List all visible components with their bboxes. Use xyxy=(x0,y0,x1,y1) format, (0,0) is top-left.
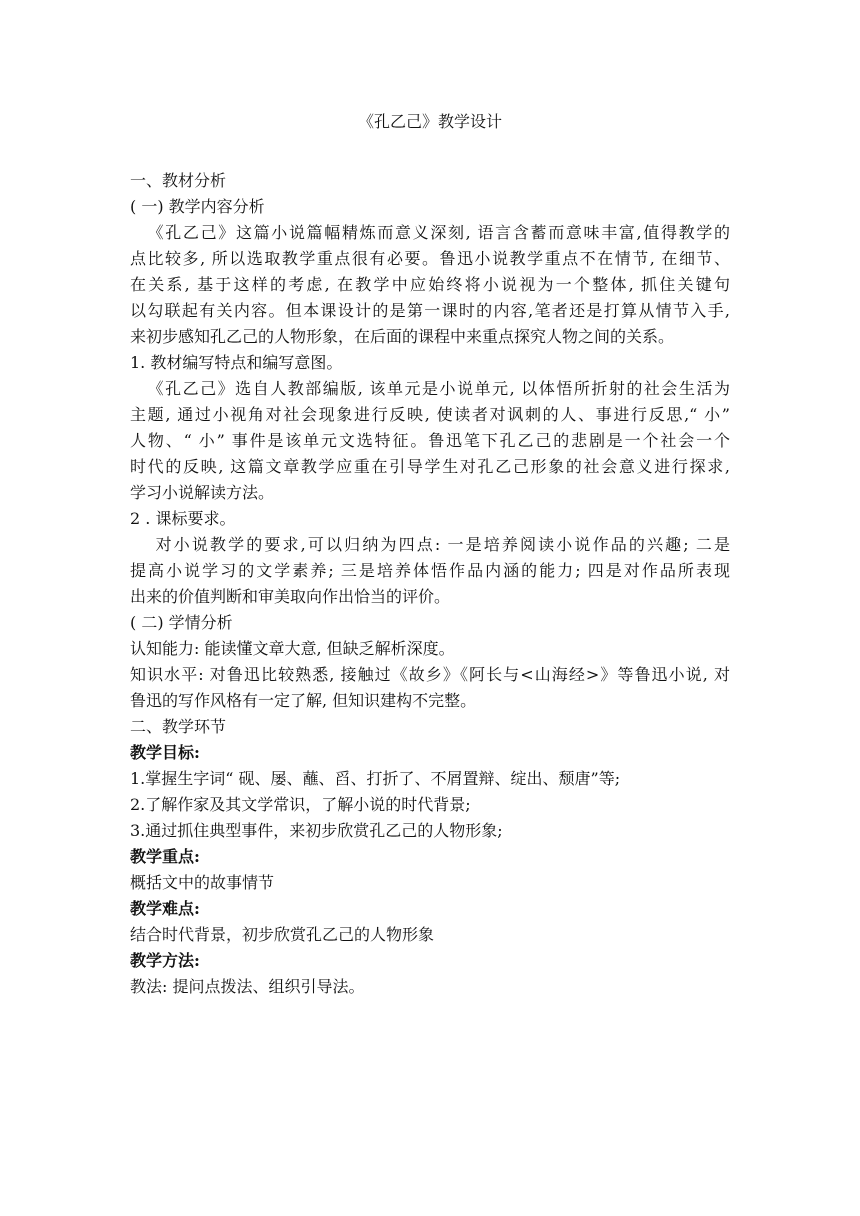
bold-label: 教学目标: xyxy=(130,743,200,762)
paragraph-line: 鲁迅的写作风格有一定了解, 但知识建构不完整。 xyxy=(130,691,477,710)
paragraph-line: 提高小说学习的文学素养; 三是培养体悟作品内涵的能力; 四是对作品所表现 xyxy=(130,561,730,580)
list-item: 1.掌握生字词“ 砚、屡、蘸、舀、打折了、不屑置辩、绽出、颓唐”等; xyxy=(130,769,621,788)
paragraph-line: 认知能力: 能读懂文章大意, 但缺乏解析深度。 xyxy=(130,639,455,658)
bold-label: 教学方法: xyxy=(130,951,200,970)
bold-label: 教学重点: xyxy=(130,847,200,866)
paragraph-line: 教法: 提问点拨法、组织引导法。 xyxy=(130,977,365,996)
paragraph-line: 《孔乙己》这篇小说篇幅精炼而意义深刻, 语言含蓄而意味丰富,值得教学的 xyxy=(147,223,730,242)
paragraph-line: 人物、“ 小” 事件是该单元文选特征。鲁迅笔下孔乙己的悲剧是一个社会一个 xyxy=(130,431,730,450)
numbered-heading: 2 . 课标要求。 xyxy=(130,509,236,528)
document-title: 《孔乙己》教学设计 xyxy=(357,112,502,131)
list-item: 2.了解作家及其文学常识，了解小说的时代背景; xyxy=(130,795,471,814)
paragraph-line: 点比较多, 所以选取教学重点很有必要。鲁迅小说教学重点不在情节, 在细节、 xyxy=(130,249,730,268)
paragraph-line: 在关系, 基于这样的考虑, 在教学中应始终将小说视为一个整体, 抓住关键句 xyxy=(130,275,730,294)
paragraph-line: 学习小说解读方法。 xyxy=(130,483,275,502)
numbered-heading: 1. 教材编写特点和编写意图。 xyxy=(130,353,343,372)
paragraph-line: 《孔乙己》选自人教部编版, 该单元是小说单元, 以体悟所折射的社会生活为 xyxy=(147,379,730,398)
paragraph-line: 时代的反映, 这篇文章教学应重在引导学生对孔乙己形象的社会意义进行探求, xyxy=(130,457,730,476)
paragraph-line: 来初步感知孔乙己的人物形象，在后面的课程中来重点探究人物之间的关系。 xyxy=(130,327,675,346)
paragraph-line: 出来的价值判断和审美取向作出恰当的评价。 xyxy=(130,587,451,606)
paragraph-line: 主题, 通过小视角对社会现象进行反映, 使读者对讽刺的人、事进行反思,“ 小” xyxy=(130,405,730,424)
paragraph-line: 知识水平: 对鲁迅比较熟悉, 接触过《故乡》《阿长与<山海经>》等鲁迅小说, 对 xyxy=(130,665,730,684)
list-item: 3.通过抓住典型事件，来初步欣赏孔乙己的人物形象; xyxy=(130,821,503,840)
subsection-heading: ( 二) 学情分析 xyxy=(130,613,233,632)
paragraph-line: 结合时代背景，初步欣赏孔乙己的人物形象 xyxy=(130,925,435,944)
section-heading: 一、教材分析 xyxy=(130,171,227,190)
subsection-heading: ( 一) 教学内容分析 xyxy=(130,197,265,216)
paragraph-line: 概括文中的故事情节 xyxy=(130,873,275,892)
bold-label: 教学难点: xyxy=(130,899,200,918)
paragraph-line: 对小说教学的要求,可以归纳为四点: 一是培养阅读小说作品的兴趣; 二是 xyxy=(155,535,730,554)
section-heading: 二、教学环节 xyxy=(130,717,227,736)
paragraph-line: 以勾联起有关内容。但本课设计的是第一课时的内容,笔者还是打算从情节入手, xyxy=(130,301,730,320)
document-body xyxy=(130,168,730,1000)
